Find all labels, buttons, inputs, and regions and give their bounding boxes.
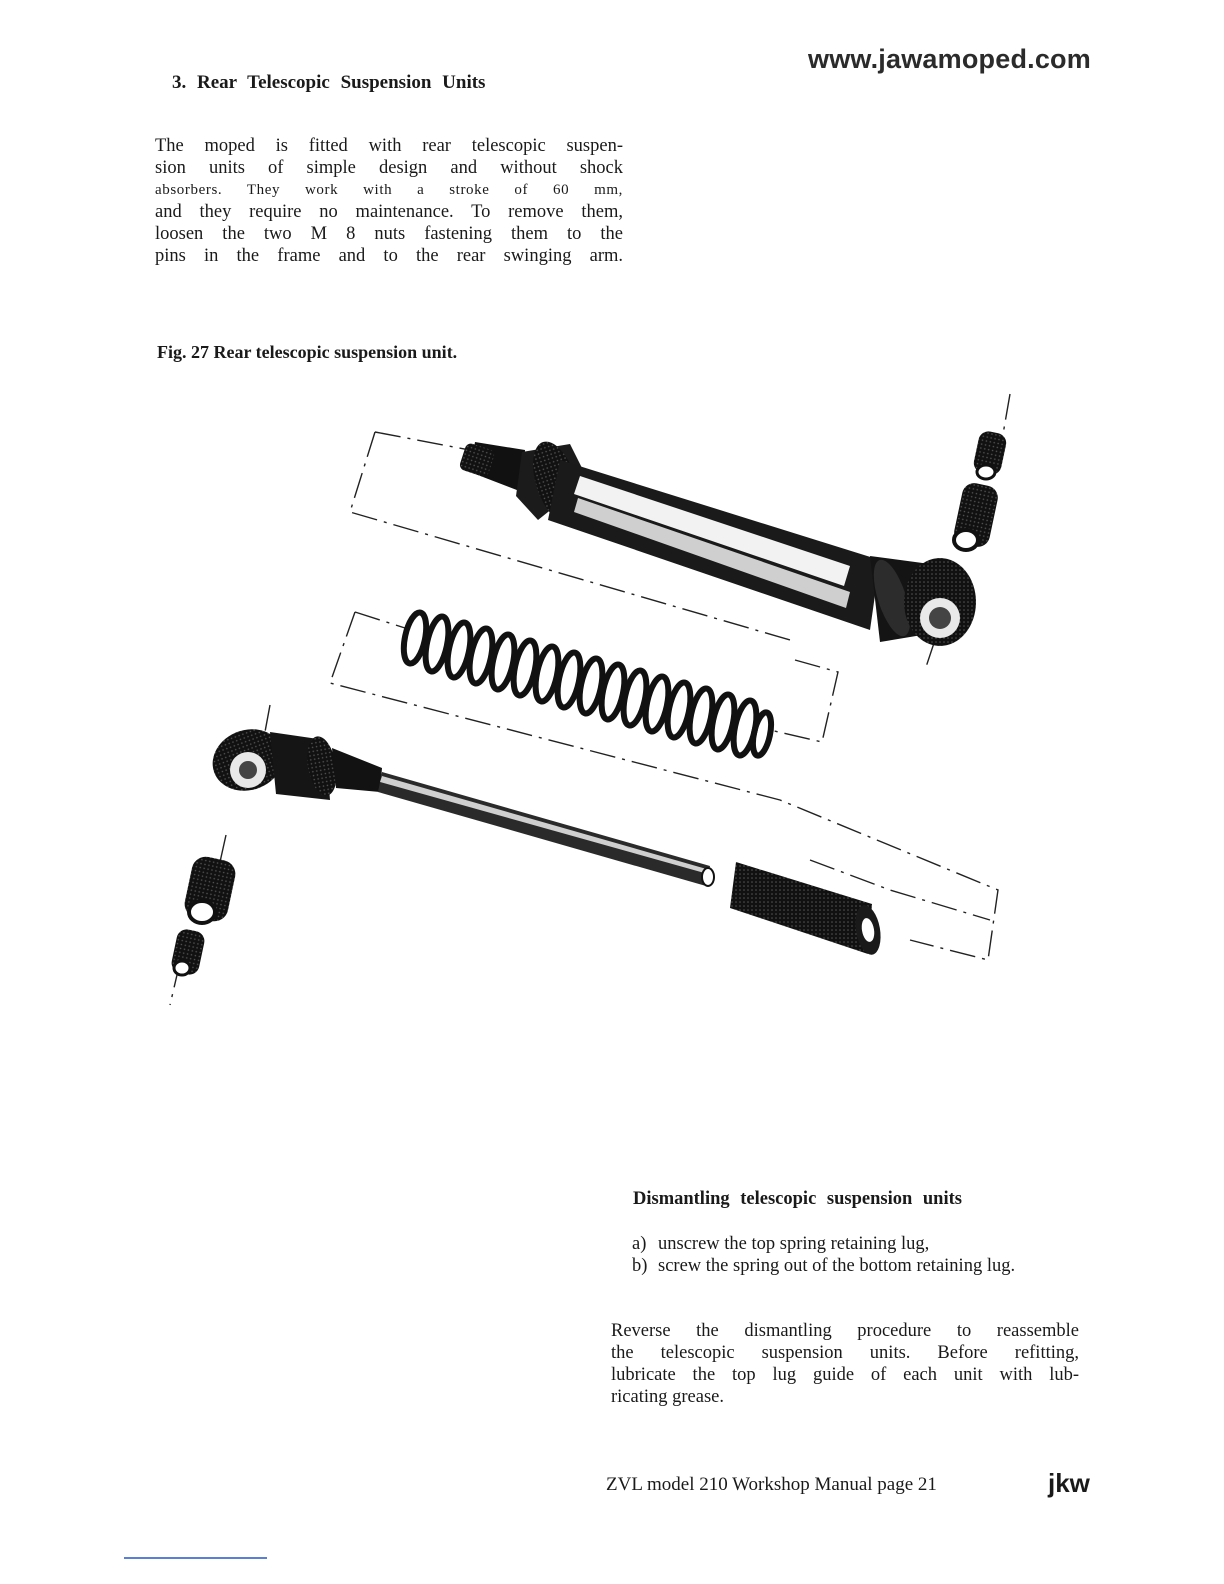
section-heading: 3. Rear Telescopic Suspension Units [172, 72, 486, 93]
intro-line: absorbers. They work with a stroke of 60 mm, [155, 182, 623, 198]
reassembly-line: ricating grease. [611, 1387, 724, 1407]
step-marker: a) [632, 1234, 647, 1254]
intro-line: loosen the two M 8 nuts fastening them to the [155, 224, 623, 244]
site-url[interactable]: www.jawamoped.com [808, 44, 1091, 74]
intro-line: pins in the frame and to the rear swinging arm. [155, 246, 623, 266]
intro-line: sion units of simple design and without shock [155, 158, 623, 178]
figure-caption: Fig. 27 Rear telescopic suspension unit. [157, 342, 458, 362]
page-footer: ZVL model 210 Workshop Manual page 21 [606, 1474, 937, 1495]
step-marker: b) [632, 1256, 648, 1276]
reassembly-line: the telescopic suspension units. Before refitting, [611, 1343, 1079, 1363]
reassembly-paragraph [611, 1320, 1079, 1408]
jkw-logo: jkw [1048, 1468, 1090, 1498]
coil-spring [400, 610, 775, 757]
list-item [632, 1233, 1080, 1255]
upper-bushes [952, 430, 1008, 550]
lower-bushes [170, 854, 238, 976]
step-text: screw the spring out of the bottom retaining lug. [658, 1256, 1016, 1276]
upper-tube-assembly [458, 436, 976, 646]
link-rule [124, 1557, 267, 1559]
list-item [632, 1255, 1080, 1277]
intro-paragraph [155, 135, 623, 267]
dismantling-heading: Dismantling telescopic suspension units [633, 1189, 962, 1209]
step-text: unscrew the top spring retaining lug, [658, 1234, 930, 1254]
lower-rod-assembly [204, 719, 714, 886]
reassembly-line: lubricate the top lug guide of each unit with lub- [611, 1365, 1079, 1385]
dismantling-steps [632, 1233, 1080, 1277]
intro-line: The moped is fitted with rear telescopic suspen- [155, 136, 623, 156]
reassembly-line: Reverse the dismantling procedure to reassemble [611, 1321, 1079, 1341]
suspension-unit-exploded-diagram [150, 380, 1030, 1020]
guide-sleeve [730, 862, 884, 957]
intro-line: and they require no maintenance. To remove them, [155, 202, 623, 222]
